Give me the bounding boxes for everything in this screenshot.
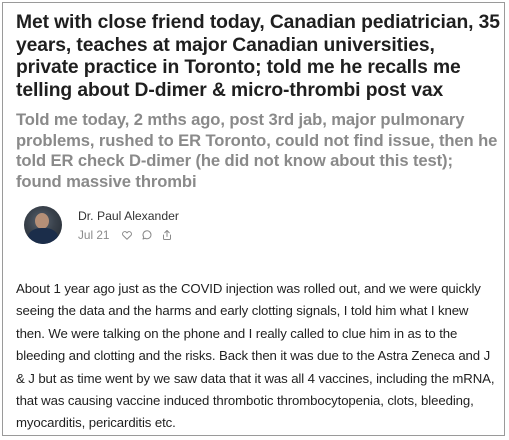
author-name[interactable]: Dr. Paul Alexander [78, 209, 179, 223]
post-body: About 1 year ago just as the COVID injection was rolled out, and we were quickly seeing the data and the harms and early clotting signals, I told him what I knew then. We were talking on the phone and I really called to clue him in as to the bleeding and clotting and the risks. Back then it was due to the Astra Zeneca and J & J but as time went by we saw data that it was all 4 vaccines, including the mRNA, that was causing vaccine induced thrombotic thrombocytopenia, clots, bleeding, myocarditis, pericarditis etc. [16, 281, 495, 431]
avatar-face [35, 213, 49, 229]
comment-icon[interactable] [141, 229, 153, 241]
post-subtitle: Told me today, 2 mths ago, post 3rd jab, major pulmonary problems, rushed to ER Toronto, could not find issue, then he told ER check D-dimer (he did not know about this test); found massive thrombi [16, 110, 498, 191]
author-avatar[interactable] [24, 206, 62, 244]
post-screenshot [2, 2, 505, 436]
post-date: Jul 21 [78, 228, 110, 242]
post-meta [78, 227, 181, 243]
avatar-shoulders [28, 228, 58, 244]
share-icon[interactable] [161, 229, 173, 241]
heart-icon[interactable] [121, 229, 133, 241]
post-title: Met with close friend today, Canadian pediatrician, 35 years, teaches at major Canadian universities, private practice in Toronto; told me he recalls me telling about D-dimer & micro-thrombi post vax [16, 12, 500, 101]
